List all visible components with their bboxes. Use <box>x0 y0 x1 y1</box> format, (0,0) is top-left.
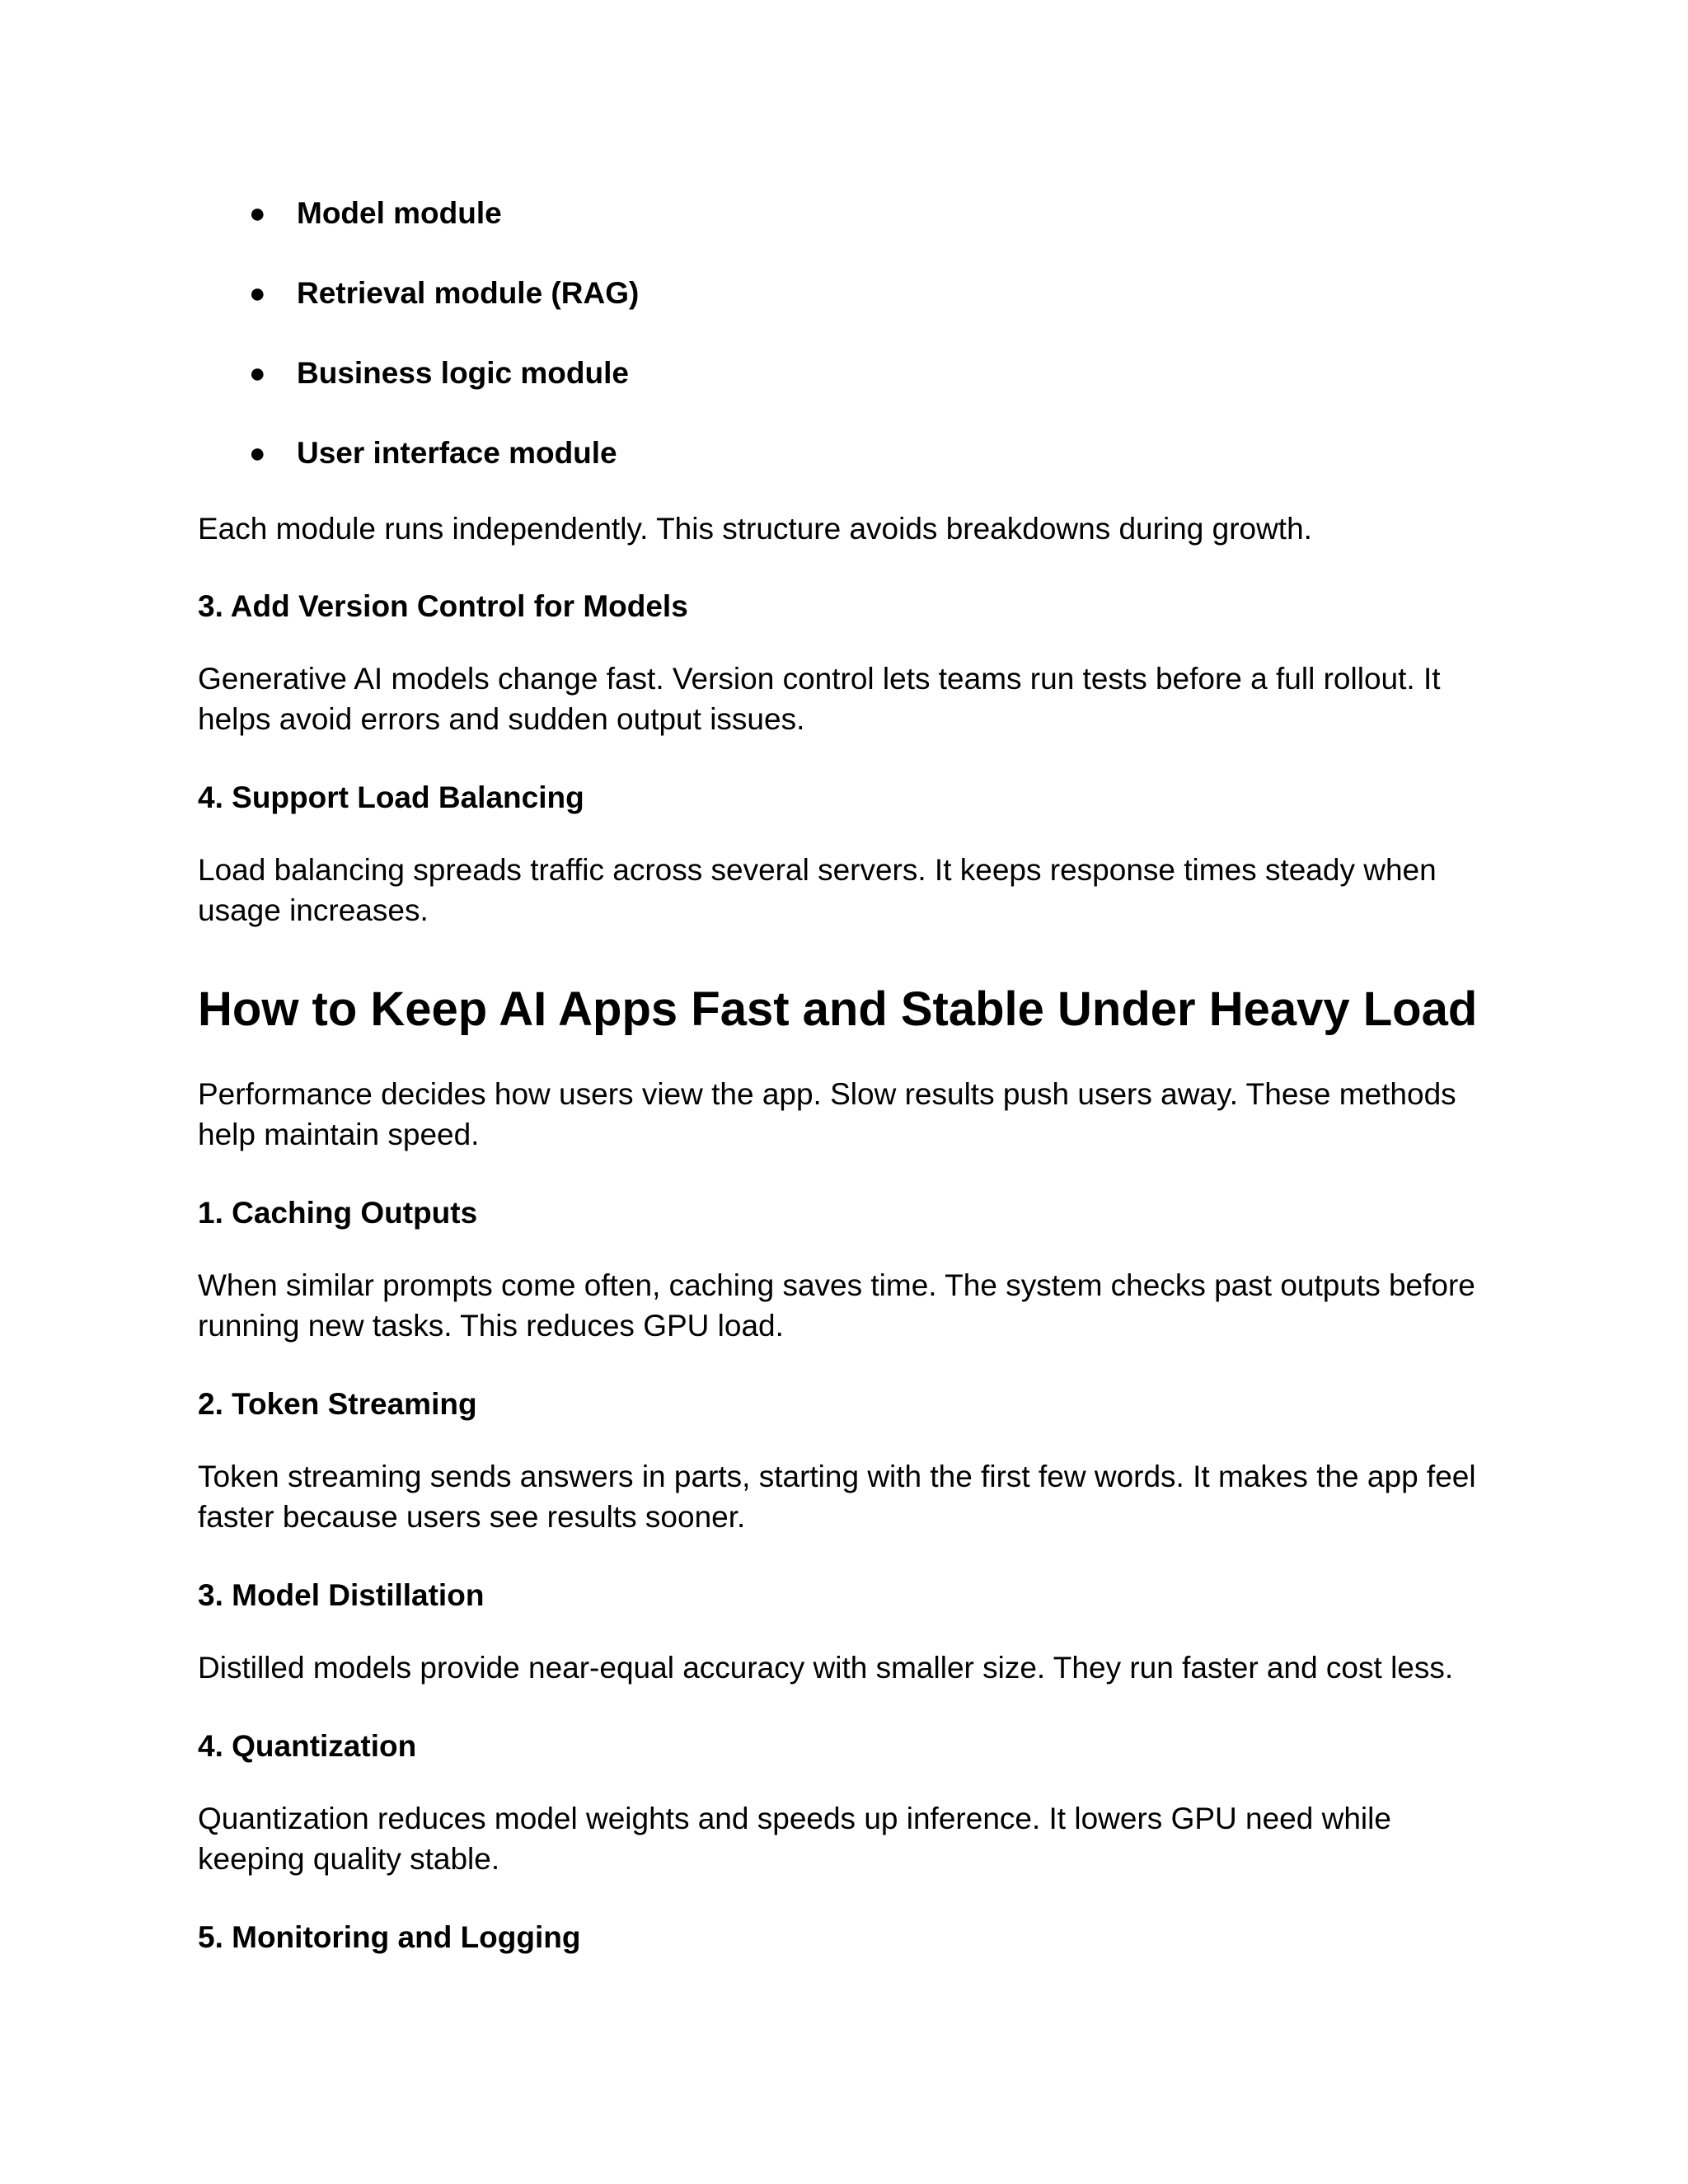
list-item <box>0 429 1236 478</box>
distillation-paragraph: Distilled models provide near-equal accuracy with smaller size. They run faster and cost less. <box>198 1651 1454 1685</box>
quantization-heading: 4. Quantization <box>198 1729 417 1763</box>
list-item-text: Retrieval module (RAG) <box>297 276 640 310</box>
version-control-heading: 3. Add Version Control for Models <box>198 589 688 623</box>
intro-paragraph: Each module runs independently. This structure avoids breakdowns during growth. <box>198 512 1312 546</box>
caching-heading: 1. Caching Outputs <box>198 1196 478 1230</box>
list-item-text: Model module <box>297 196 502 230</box>
bullet-icon: ● <box>249 278 266 309</box>
section-title: How to Keep AI Apps Fast and Stable Under Heavy Load <box>198 982 1478 1036</box>
token-streaming-heading: 2. Token Streaming <box>198 1387 477 1421</box>
monitoring-heading: 5. Monitoring and Logging <box>198 1920 581 1954</box>
caching-paragraph: When similar prompts come often, caching saves time. The system checks past outputs before running new tasks. This reduces GPU load. <box>198 1268 1475 1343</box>
version-control-paragraph: Generative AI models change fast. Version control lets teams run tests before a full rollout. It helps avoid errors and sudden output issues. <box>198 662 1441 736</box>
distillation-heading: 3. Model Distillation <box>198 1578 485 1612</box>
bullet-icon: ● <box>249 438 266 469</box>
quantization-paragraph: Quantization reduces model weights and speeds up inference. It lowers GPU need while keeping quality stable. <box>198 1802 1391 1876</box>
bullet-icon: ● <box>249 198 266 229</box>
list-item <box>0 269 1236 318</box>
list-item-text: User interface module <box>297 436 617 470</box>
token-streaming-paragraph: Token streaming sends answers in parts, starting with the first few words. It makes the app feel faster because users see results sooner. <box>198 1460 1476 1534</box>
list-item-text: Business logic module <box>297 356 629 390</box>
list-item <box>0 349 1236 398</box>
bullet-icon: ● <box>249 358 266 389</box>
load-balancing-heading: 4. Support Load Balancing <box>198 780 584 814</box>
section-intro-paragraph: Performance decides how users view the app. Slow results push users away. These methods help maintain speed. <box>198 1077 1456 1151</box>
load-balancing-paragraph: Load balancing spreads traffic across several servers. It keeps response times steady when usage increases. <box>198 853 1437 927</box>
list-item <box>0 189 1236 238</box>
